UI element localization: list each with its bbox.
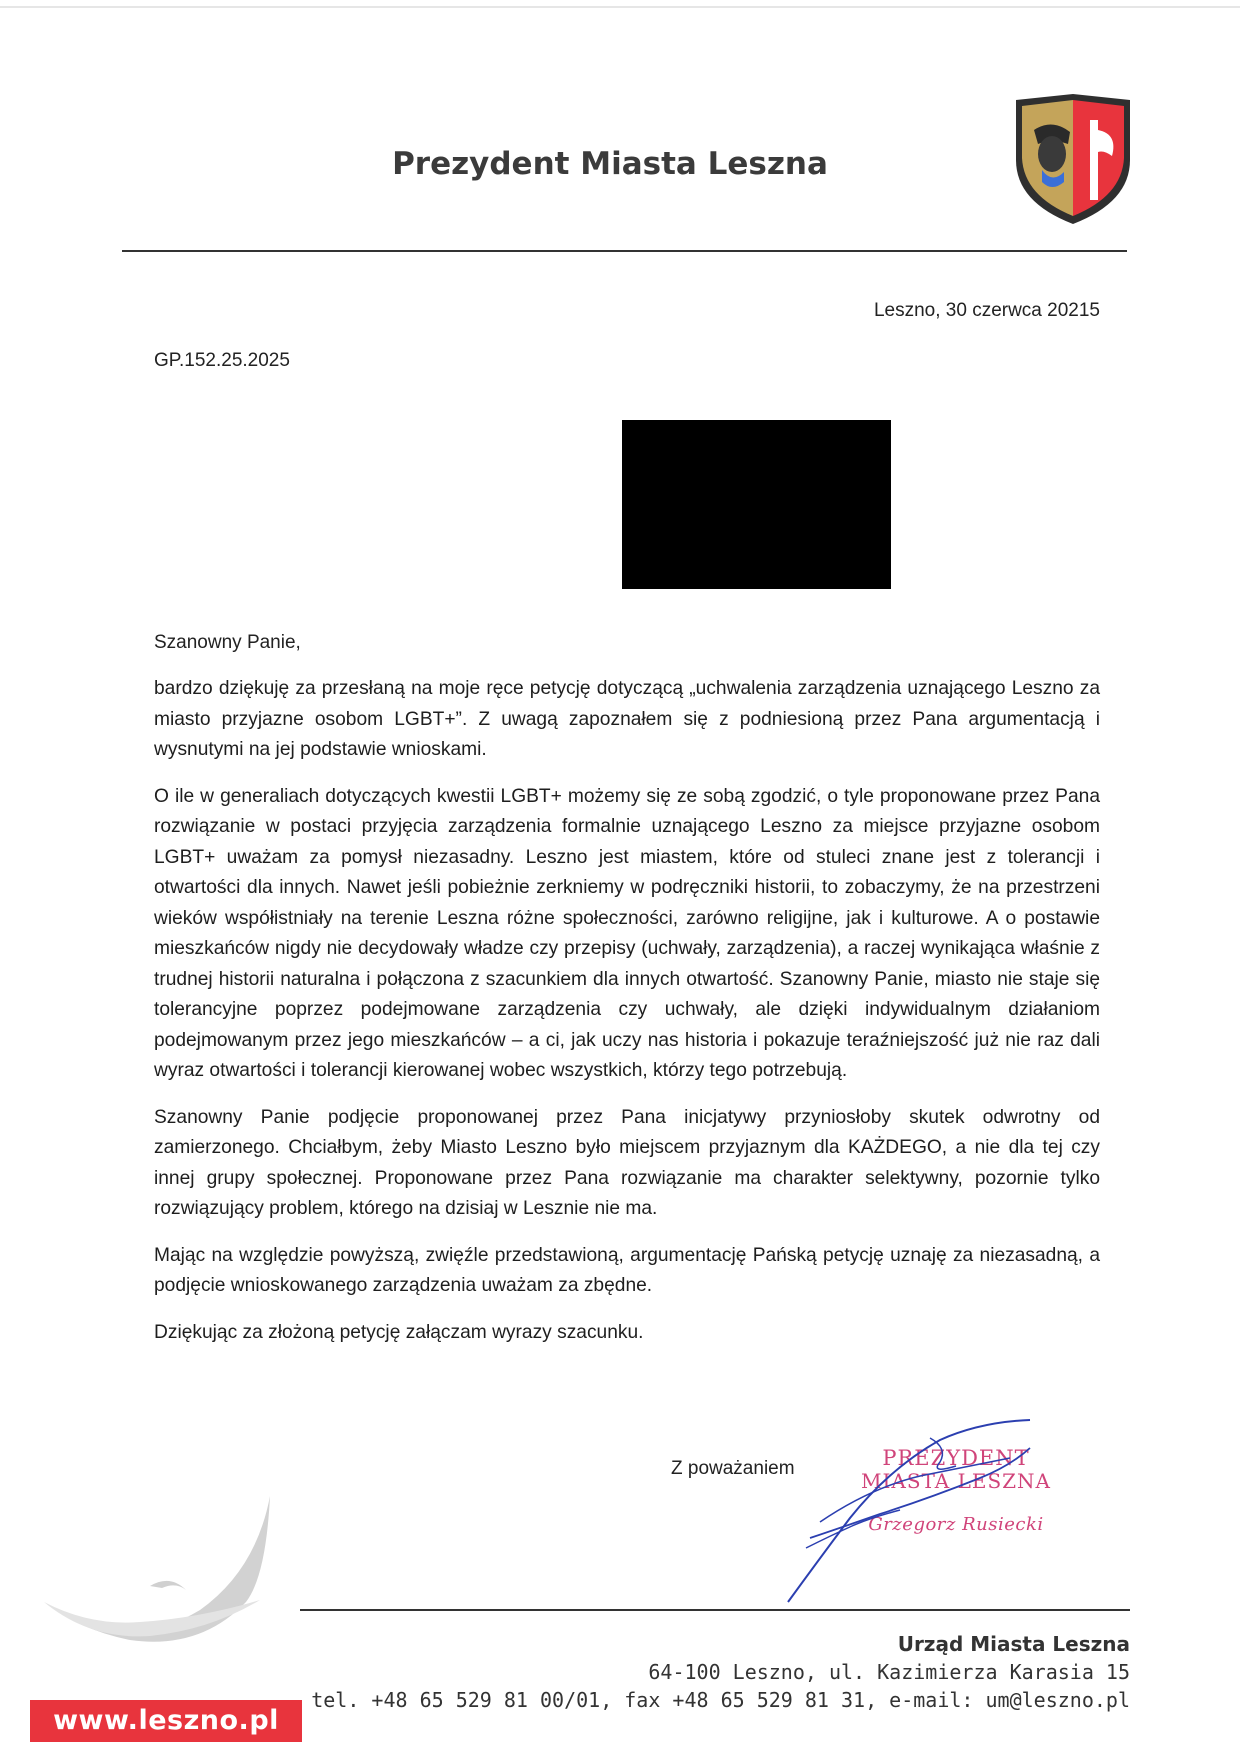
footer-organization: Urząd Miasta Leszna: [897, 1632, 1130, 1656]
closing-greeting: Z poważaniem: [671, 1458, 795, 1479]
stamp-line-name: Grzegorz Rusiecki: [868, 1514, 1044, 1535]
body-paragraph: Dziękując za złożoną petycję załączam wyrazy szacunku.: [154, 1321, 644, 1343]
salutation: Szanowny Panie,: [154, 632, 301, 653]
body-paragraph: Mając na względzie powyższą, zwięźle przedstawioną, argumentację Pańską petycję uznaję za niezasadną, a podjęcie wnioskowanego zarządzenia uważam za zbędne.: [154, 1244, 1100, 1296]
website-link[interactable]: www.leszno.pl: [30, 1700, 302, 1742]
swirl-logo-icon: [30, 1490, 290, 1660]
footer-divider: [300, 1609, 1130, 1611]
letter-body: [154, 674, 1100, 1364]
footer-contact: tel. +48 65 529 81 00/01, fax +48 65 529 81 31, e-mail: um@leszno.pl: [311, 1688, 1130, 1712]
header-divider: [122, 250, 1127, 252]
body-paragraph: Szanowny Panie podjęcie proponowanej przez Pana inicjatywy przyniosłoby skutek odwrotny od zamierzonego. Chciałbym, żeby Miasto Leszno było miejscem przyjaznym dla KAŻDEGO, a nie dla tej czy innej grupy społecznej. Proponowane przez Pana rozwiązanie ma charakter selektywny, pozornie tylko rozwiązujący problem, którego na dzisiaj w Lesznie nie ma.: [154, 1106, 1100, 1219]
letterhead-title: Prezydent Miasta Leszna: [392, 146, 828, 182]
footer-address: 64-100 Leszno, ul. Kazimierza Karasia 15: [648, 1660, 1130, 1684]
reference-number: GP.152.25.2025: [154, 350, 290, 371]
stamp-line-title: PREZYDENT: [882, 1446, 1030, 1470]
body-paragraph: O ile w generaliach dotyczących kwestii LGBT+ możemy się ze sobą zgodzić, o tyle proponowane przez Pana rozwiązanie w postaci przyjęcia zarządzenia formalnie uznającego Leszno za miejsce przyjazne osobom LGBT+ uważam za pomysł niezasadny. Leszno jest miastem, które od stuleci znane jest z tolerancji i otwartości dla innych. Nawet jeśli pobieżnie zerkniemy w podręczniki historii, to zobaczymy, że na przestrzeni wieków współistniały na terenie Leszna różne społeczności, zarówno religijne, jak i kulturowe. A o postawie mieszkańców nigdy nie decydowały władze czy przepisy (uchwały, zarządzenia), a raczej wynikająca właśnie z trudnej historii naturalna i połączona z szacunkiem dla innych otwartość. Szanowny Panie, miasto nie staje się tolerancyjne poprzez podejmowane zarządzenia czy uchwały, ale dzięki indywidualnym działaniom podejmowanym przez jego mieszkańców – a ci, jak uczy nas historia i pokazuje teraźniejszość już nie raz dali wyraz otwartości i tolerancji kierowanej wobec wszystkich, którzy tego potrzebują.: [154, 785, 1100, 1081]
scan-edge-line: [0, 6, 1240, 8]
body-paragraph: bardzo dziękuję za przesłaną na moje ręce petycję dotyczącą „uchwalenia zarządzenia uznającego Leszno za miasto przyjazne osobom LGBT+”. Z uwagą zapoznałem się z podniesioną przez Pana argumentacją i wysnutymi na jej podstawie wnioskami.: [154, 678, 1100, 760]
redacted-recipient-block: [622, 420, 891, 589]
stamp-line-city: MIASTA LESZNA: [861, 1469, 1051, 1493]
coat-of-arms-icon: [1012, 90, 1134, 228]
signature-icon: [780, 1418, 1040, 1608]
letter-date: Leszno, 30 czerwca 20215: [873, 300, 1100, 321]
